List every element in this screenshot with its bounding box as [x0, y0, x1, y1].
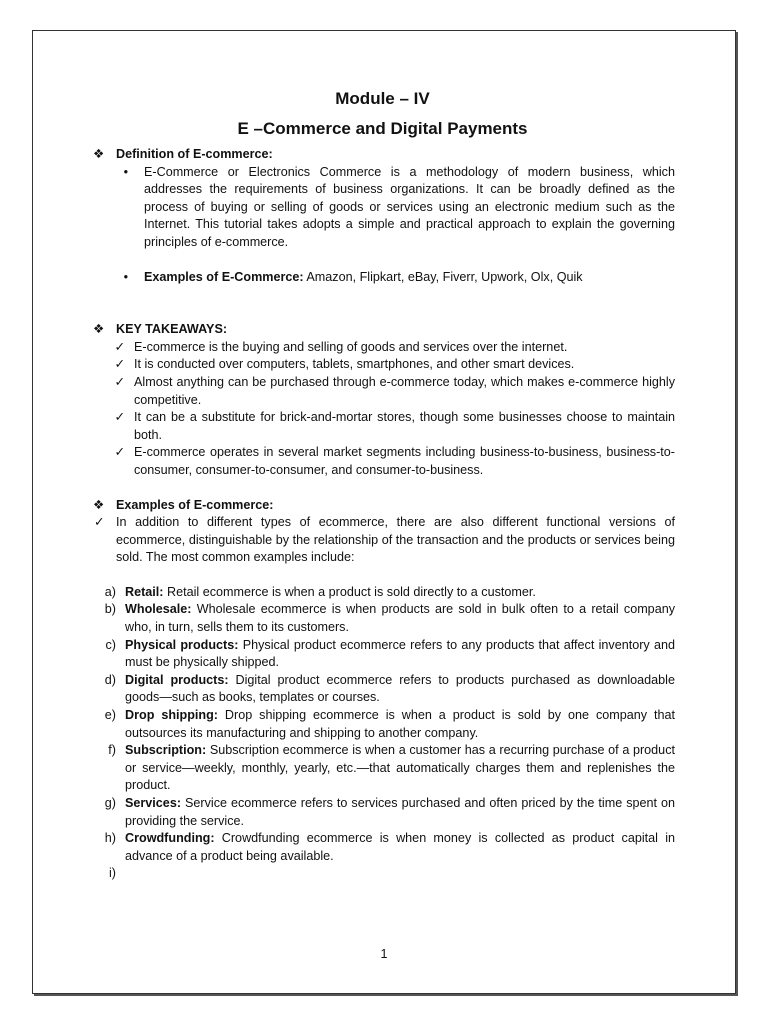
examples-intro-text: In addition to different types of ecommerce, there are also different functional versions of ecommerce, distinguishable by the relationship of the transaction and the products or services being sold. The most common examples include: — [116, 515, 675, 565]
example-letter: b) — [104, 602, 116, 617]
takeaway-item — [90, 374, 675, 409]
takeaway-item — [90, 356, 675, 374]
example-term: Physical products: — [125, 637, 239, 652]
examples-label: Examples of E-Commerce: — [144, 269, 304, 284]
example-item — [90, 707, 675, 742]
example-description: Crowdfunding ecommerce is when money is collected as product capital in advance of a product being available. — [125, 831, 675, 863]
example-item — [90, 830, 675, 865]
example-term: Wholesale: — [125, 602, 192, 617]
check-icon: ✓ — [114, 357, 125, 372]
example-letter: i) — [109, 866, 116, 881]
example-body — [125, 795, 675, 830]
example-letter: e) — [104, 708, 116, 723]
example-item — [90, 637, 675, 672]
takeaway-text: It can be a substitute for brick-and-mortar stores, though some businesses choose to maintain both. — [134, 410, 675, 442]
example-body — [125, 672, 675, 707]
takeaway-item — [90, 409, 675, 444]
example-body — [125, 830, 675, 865]
takeaway-text: E-commerce is the buying and selling of goods and services over the internet. — [134, 339, 568, 354]
diamond-bullet-icon: ❖ — [93, 147, 105, 161]
definition-paragraph: E-Commerce or Electronics Commerce is a methodology of modern business, which addresses the requirements of business organizations. It can be broadly defined as the process of buying or selling of goods or services using an electronic medium such as the Internet. This tutorial takes adopts a simple and practical approach to explain the governing principles of e-commerce. — [144, 164, 675, 249]
example-body — [125, 707, 675, 742]
takeaway-text: Almost anything can be purchased through e-commerce today, which makes e-commerce highly competitive. — [134, 374, 675, 407]
takeaways-heading-text: KEY TAKEAWAYS: — [116, 322, 228, 337]
examples-line — [144, 269, 675, 287]
diamond-bullet-icon: ❖ — [93, 322, 105, 337]
example-item — [90, 795, 675, 830]
round-bullet-icon: • — [123, 269, 128, 284]
examples-list: Amazon, Flipkart, eBay, Fiverr, Upwork, Olx, Quik — [303, 269, 583, 284]
page-number: 1 — [380, 947, 388, 961]
round-bullet-icon: • — [123, 164, 128, 179]
definition-heading — [90, 146, 675, 164]
examples-intro — [90, 514, 675, 567]
example-letter: h) — [104, 831, 116, 846]
example-letter: c) — [105, 637, 116, 652]
example-description: Digital product ecommerce refers to products purchased as downloadable goods—such as books, templates or courses. — [125, 672, 675, 705]
example-letter: a) — [104, 584, 116, 599]
diamond-bullet-icon: ❖ — [93, 497, 105, 512]
definition-bullet — [90, 164, 675, 252]
examples-heading-text: Examples of E-commerce: — [116, 497, 274, 512]
check-icon: ✓ — [114, 410, 125, 425]
example-term: Digital products: — [125, 672, 229, 687]
examples-heading — [90, 497, 675, 515]
example-description: Service ecommerce refers to services purchased and often priced by the time spent on providing the service. — [125, 796, 675, 828]
example-term: Services: — [125, 796, 182, 810]
example-description: Retail ecommerce is when a product is sold directly to a customer. — [163, 584, 536, 599]
example-body — [125, 865, 675, 883]
example-body — [125, 742, 675, 795]
definition-heading-text: Definition of E-commerce: — [116, 147, 273, 161]
example-term: Retail: — [125, 584, 164, 599]
takeaways-heading — [90, 321, 675, 339]
takeaway-text: It is conducted over computers, tablets, smartphones, and other smart devices. — [134, 357, 575, 372]
example-item — [90, 672, 675, 707]
document-body — [90, 88, 675, 883]
check-icon: ✓ — [94, 515, 105, 530]
example-item — [90, 601, 675, 636]
check-icon: ✓ — [114, 339, 125, 354]
example-body — [125, 637, 675, 672]
example-term: Crowdfunding: — [125, 831, 215, 846]
examples-list — [90, 584, 675, 883]
example-body — [125, 601, 675, 636]
example-item — [90, 584, 675, 602]
check-icon: ✓ — [114, 445, 125, 460]
example-term: Subscription: — [125, 743, 207, 758]
example-body — [125, 584, 675, 602]
example-letter: g) — [104, 796, 116, 810]
document-subtitle: E –Commerce and Digital Payments — [237, 119, 528, 138]
example-description: Drop shipping ecommerce is when a product is sold by one company that outsources its manufacturing and shipping to another company. — [125, 708, 675, 740]
check-icon: ✓ — [114, 374, 125, 389]
example-description: Wholesale ecommerce is when products are sold in bulk often to a retail company who, in turn, sells them to its customers. — [125, 602, 675, 635]
takeaway-item — [90, 444, 675, 479]
example-letter: d) — [104, 672, 116, 687]
takeaway-item — [90, 339, 675, 357]
module-title: Module – IV — [335, 89, 430, 108]
takeaway-text: E-commerce operates in several market segments including business-to-business, business-to-consumer, consumer-to-consumer, and consumer-to-business. — [134, 445, 675, 477]
example-letter: f) — [108, 743, 116, 758]
example-term: Drop shipping: — [125, 708, 218, 723]
example-item — [90, 742, 675, 795]
example-description: Physical product ecommerce refers to any products that affect inventory and must be physically shipped. — [125, 637, 675, 670]
takeaways-list — [90, 339, 675, 480]
examples-bullet — [90, 269, 675, 287]
example-item — [90, 865, 675, 883]
example-description: Subscription ecommerce is when a customer has a recurring purchase of a product or service—weekly, monthly, yearly, etc.—that automatically charges them and replenishes the product. — [125, 743, 675, 793]
